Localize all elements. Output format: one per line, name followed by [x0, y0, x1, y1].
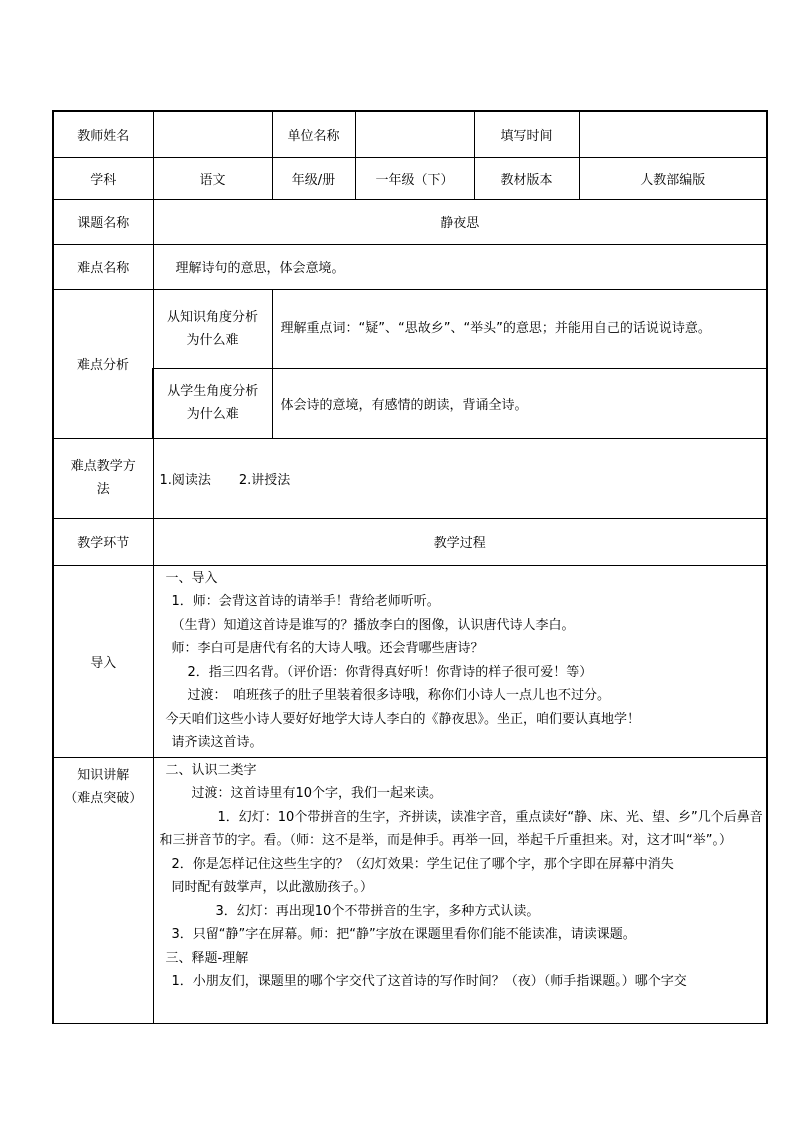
knowledge-line: 二、认识二类字 [165, 762, 257, 778]
intro-label: 导入 [53, 565, 153, 757]
intro-line: 请齐读这首诗。 [171, 735, 263, 750]
date-label: 填写时间 [474, 111, 579, 157]
method-row [53, 438, 767, 518]
stage-header: 教学环节 [53, 518, 153, 565]
knowledge-angle-label [153, 289, 272, 368]
intro-line: （生背）知道这首诗是谁写的？播放李白的图像，认识唐代诗人李白。 [171, 617, 575, 633]
method-label-line-2: 法 [96, 482, 110, 497]
knowledge-angle-label-line-2: 为什么难 [186, 332, 239, 348]
intro-line: 2．指三四名背。（评价语：你背得真好听！你背诗的样子很可爱！等） [187, 664, 593, 680]
process-header: 教学过程 [153, 518, 767, 565]
grade-value: 一年级（下） [355, 157, 474, 199]
student-angle-label-line-2: 为什么难 [186, 407, 239, 422]
knowledge-line: 同时配有鼓掌声，以此激励孩子。） [171, 880, 374, 895]
header-row-1 [53, 111, 767, 157]
unit-value [355, 111, 474, 157]
knowledge-line: 2．你是怎样记住这些生字的？（幻灯效果：学生记住了哪个字，那个字即在屏幕中消失 [171, 856, 674, 872]
analysis-row-knowledge [53, 289, 767, 368]
knowledge-line: 3．只留“静”字在屏幕。师：把“静”字放在课题里看你们能不能读准，请读课题。 [171, 927, 636, 942]
topic-row [53, 199, 767, 244]
knowledge-line: 1．小朋友们，课题里的哪个字交代了这首诗的写作时间？（夜）（师手指课题。）哪个字交 [171, 974, 687, 989]
knowledge-line: 三、释题-理解 [165, 950, 249, 966]
method-item-2: 2.讲授法 [238, 472, 291, 488]
intro-line: 师：李白可是唐代有名的大诗人哦。还会背哪些唐诗？ [171, 641, 484, 656]
edition-label: 教材版本 [474, 157, 579, 199]
date-value [579, 111, 767, 157]
knowledge-label-line-2: （难点突破） [64, 790, 143, 806]
method-label [53, 438, 153, 518]
knowledge-line: 过渡：这首诗里有10个字，我们一起来读。 [191, 786, 443, 801]
knowledge-content [153, 757, 767, 1023]
topic-label: 课题名称 [53, 199, 153, 244]
teacher-label: 教师姓名 [53, 111, 153, 157]
student-angle-text: 体会诗的意境，有感情的朗读，背诵全诗。 [272, 368, 767, 438]
edition-value: 人教部编版 [579, 157, 767, 199]
intro-line: 今天咱们这些小诗人要好好地学大诗人李白的《静夜思》。坐正，咱们要认真地学！ [165, 711, 641, 727]
difficulty-value: 理解诗句的意思，体会意境。 [153, 244, 767, 289]
method-item-1: 1.阅读法 [159, 472, 211, 488]
knowledge-label-line-1: 知识讲解 [77, 767, 130, 783]
knowledge-row [53, 757, 767, 1023]
subject-value: 语文 [153, 157, 272, 199]
intro-content [153, 565, 767, 757]
difficulty-label: 难点名称 [53, 244, 153, 289]
grade-label: 年级/册 [272, 157, 355, 199]
knowledge-line: 3．幻灯：再出现10个不带拼音的生字，多种方式认读。 [215, 903, 540, 919]
difficulty-row [53, 244, 767, 289]
knowledge-angle-text: 理解重点词：“疑”、“思故乡”、“举头”的意思；并能用自己的话说说诗意。 [272, 289, 767, 368]
knowledge-line: 1．幻灯：10个带拼音的生字，齐拼读，读准字音，重点读好“静、床、光、望、乡”几个后鼻音和三拼音节的字。看。（师：这不是举，而是伸手。再举一回，举起千斤重担来。对，这才叫“举”。） [159, 809, 763, 848]
unit-label: 单位名称 [272, 111, 355, 157]
knowledge-label [53, 757, 153, 1023]
teacher-value [153, 111, 272, 157]
topic-value: 静夜思 [153, 199, 767, 244]
analysis-row-student [53, 368, 767, 438]
intro-line: 1．师：会背这首诗的请举手！背给老师听听。 [171, 594, 440, 609]
subject-label: 学科 [53, 157, 153, 199]
intro-line: 一、导入 [165, 570, 218, 586]
student-angle-label [153, 368, 272, 438]
method-label-line-1: 难点教学方 [70, 459, 136, 474]
knowledge-angle-label-line-1: 从知识角度分析 [166, 309, 258, 325]
student-angle-label-line-1: 从学生角度分析 [167, 384, 259, 399]
method-items [153, 438, 767, 518]
lesson-plan-table [52, 110, 768, 1024]
analysis-label: 难点分析 [53, 289, 153, 438]
intro-line: 过渡： 咱班孩子的肚子里装着很多诗哦，称你们小诗人一点儿也不过分。 [187, 688, 611, 703]
intro-row [53, 565, 767, 757]
process-header-row [53, 518, 767, 565]
header-row-2 [53, 157, 767, 199]
